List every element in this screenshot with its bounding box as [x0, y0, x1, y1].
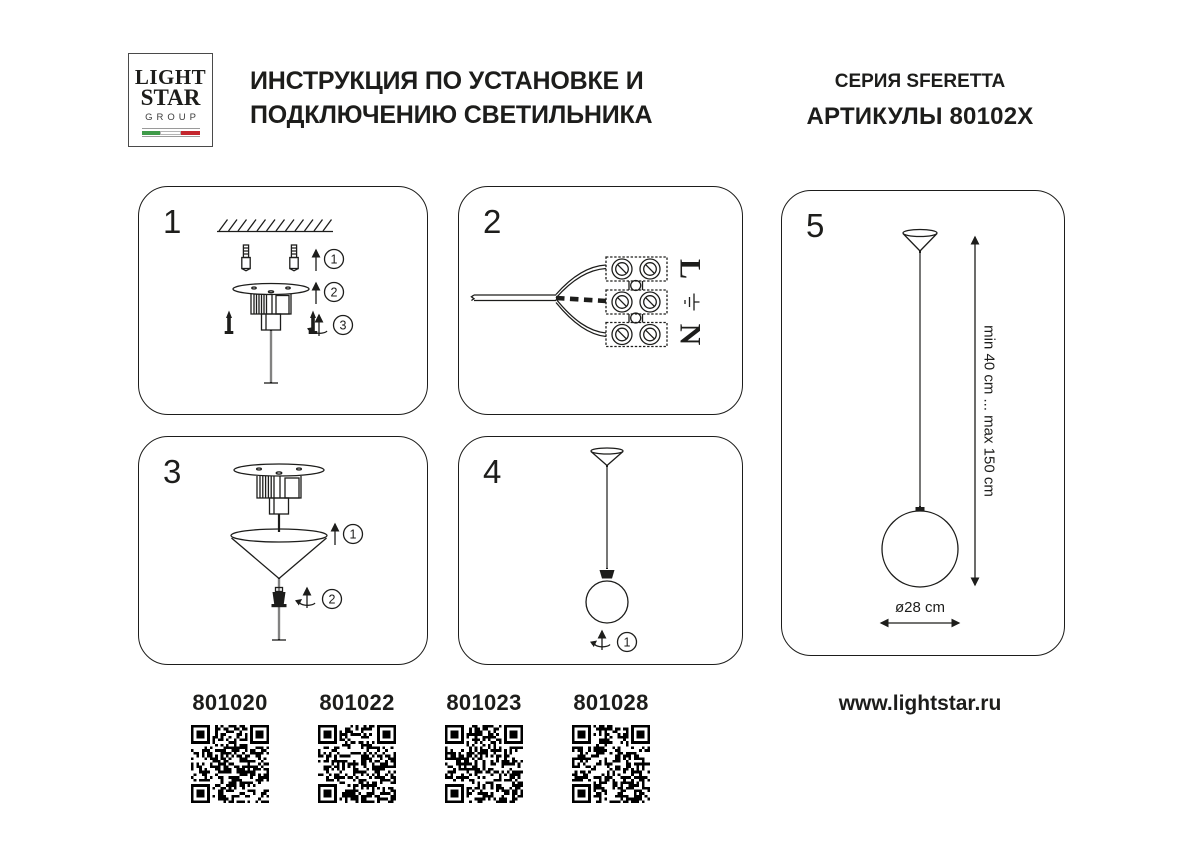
glass-sphere: [882, 511, 958, 587]
title-line-1: ИНСТРУКЦИЯ ПО УСТАНОВКЕ И: [250, 67, 644, 95]
article-code: 801022: [319, 690, 395, 715]
ceiling-hatch: [217, 220, 333, 232]
dimensions-diagram: [782, 191, 1066, 653]
lightstar-logo: [128, 53, 213, 147]
qr-code: [191, 725, 269, 803]
svg-text:1: 1: [330, 252, 338, 267]
step-marker-1: [316, 250, 344, 272]
svg-text:3: 3: [339, 318, 347, 333]
step-marker-1: [335, 524, 363, 545]
articles-label: АРТИКУЛЫ 80102X: [806, 103, 1034, 130]
step-marker-2-rotate: [299, 588, 341, 609]
series-label: СЕРИЯ SFERETTA: [834, 71, 1006, 92]
svg-text:1: 1: [623, 635, 631, 650]
qr-code: [318, 725, 396, 803]
height-range-label: min 40 cm ... max 150 cm: [980, 325, 998, 497]
label-neutral: N: [673, 323, 707, 346]
flag-white: [160, 131, 181, 135]
article-code: 801023: [446, 690, 522, 715]
article-column: [190, 690, 270, 808]
terminal-block: [606, 257, 667, 347]
panel-2-number: 2: [483, 203, 502, 240]
terminal-row-earth: [606, 290, 667, 314]
flag-green: [142, 131, 161, 135]
panel-step-3: [138, 436, 428, 665]
cord-canopy: [591, 448, 623, 466]
wall-anchor-icon: [290, 245, 298, 271]
article-column: [317, 690, 397, 808]
step-2-diagram: [459, 187, 744, 413]
canopy-mount: [233, 284, 309, 384]
panel-1-number: 1: [163, 203, 182, 240]
wall-anchor-icon: [242, 245, 250, 271]
cone-shade: [231, 529, 327, 579]
terminal-row-L: [606, 257, 667, 281]
panel-step-4: [458, 436, 743, 665]
canopy-mount: [234, 464, 324, 514]
italian-flag-stripe: [142, 128, 200, 137]
label-live: L: [673, 258, 707, 280]
diameter-label: ø28 cm: [894, 599, 946, 616]
step-marker-1-rotate: [594, 631, 636, 652]
website-url: www.lightstar.ru: [838, 692, 1002, 715]
step-4-diagram: [459, 437, 744, 663]
qr-code: [572, 725, 650, 803]
terminal-row-N: [606, 323, 667, 347]
glass-sphere: [586, 581, 628, 623]
article-code: 801028: [573, 690, 649, 715]
panel-4-number: 4: [483, 453, 502, 490]
wire-earth-dashed: [556, 298, 606, 301]
article-column: [444, 690, 524, 808]
panel-step-1: [138, 186, 428, 415]
article-column: [571, 690, 651, 808]
flag-red: [181, 131, 200, 135]
step-1-diagram: [139, 187, 429, 413]
power-cable: [471, 295, 556, 301]
panel-step-2: [458, 186, 743, 415]
earth-symbol-icon: [685, 294, 700, 311]
logo-word-star: STAR: [140, 85, 201, 110]
height-dimension: [975, 237, 998, 585]
step-3-diagram: [139, 437, 429, 663]
panel-3-number: 3: [163, 453, 182, 490]
wire-live: [556, 265, 606, 298]
qr-code: [445, 725, 523, 803]
step-marker-3-rotate: [311, 315, 352, 336]
svg-text:2: 2: [330, 285, 338, 300]
svg-text:1: 1: [349, 527, 357, 542]
article-code: 801020: [192, 690, 268, 715]
screw-icon: [309, 311, 318, 335]
wire-neutral: [556, 299, 606, 337]
panel-5-number: 5: [806, 207, 825, 244]
diameter-dimension: [881, 599, 959, 623]
screw-icon: [225, 311, 234, 335]
svg-text:2: 2: [328, 592, 336, 607]
logo-word-light: LIGHT: [134, 65, 207, 89]
cord-canopy: [903, 230, 937, 252]
page-title: [250, 64, 652, 132]
title-line-2: ПОДКЛЮЧЕНИЮ СВЕТИЛЬНИКА: [250, 101, 653, 129]
step-marker-2: [316, 283, 344, 305]
panel-dimensions: [781, 190, 1065, 656]
logo-word-group: GROUP: [145, 112, 200, 123]
series-header: [795, 71, 1045, 131]
socket-cap: [600, 570, 615, 579]
